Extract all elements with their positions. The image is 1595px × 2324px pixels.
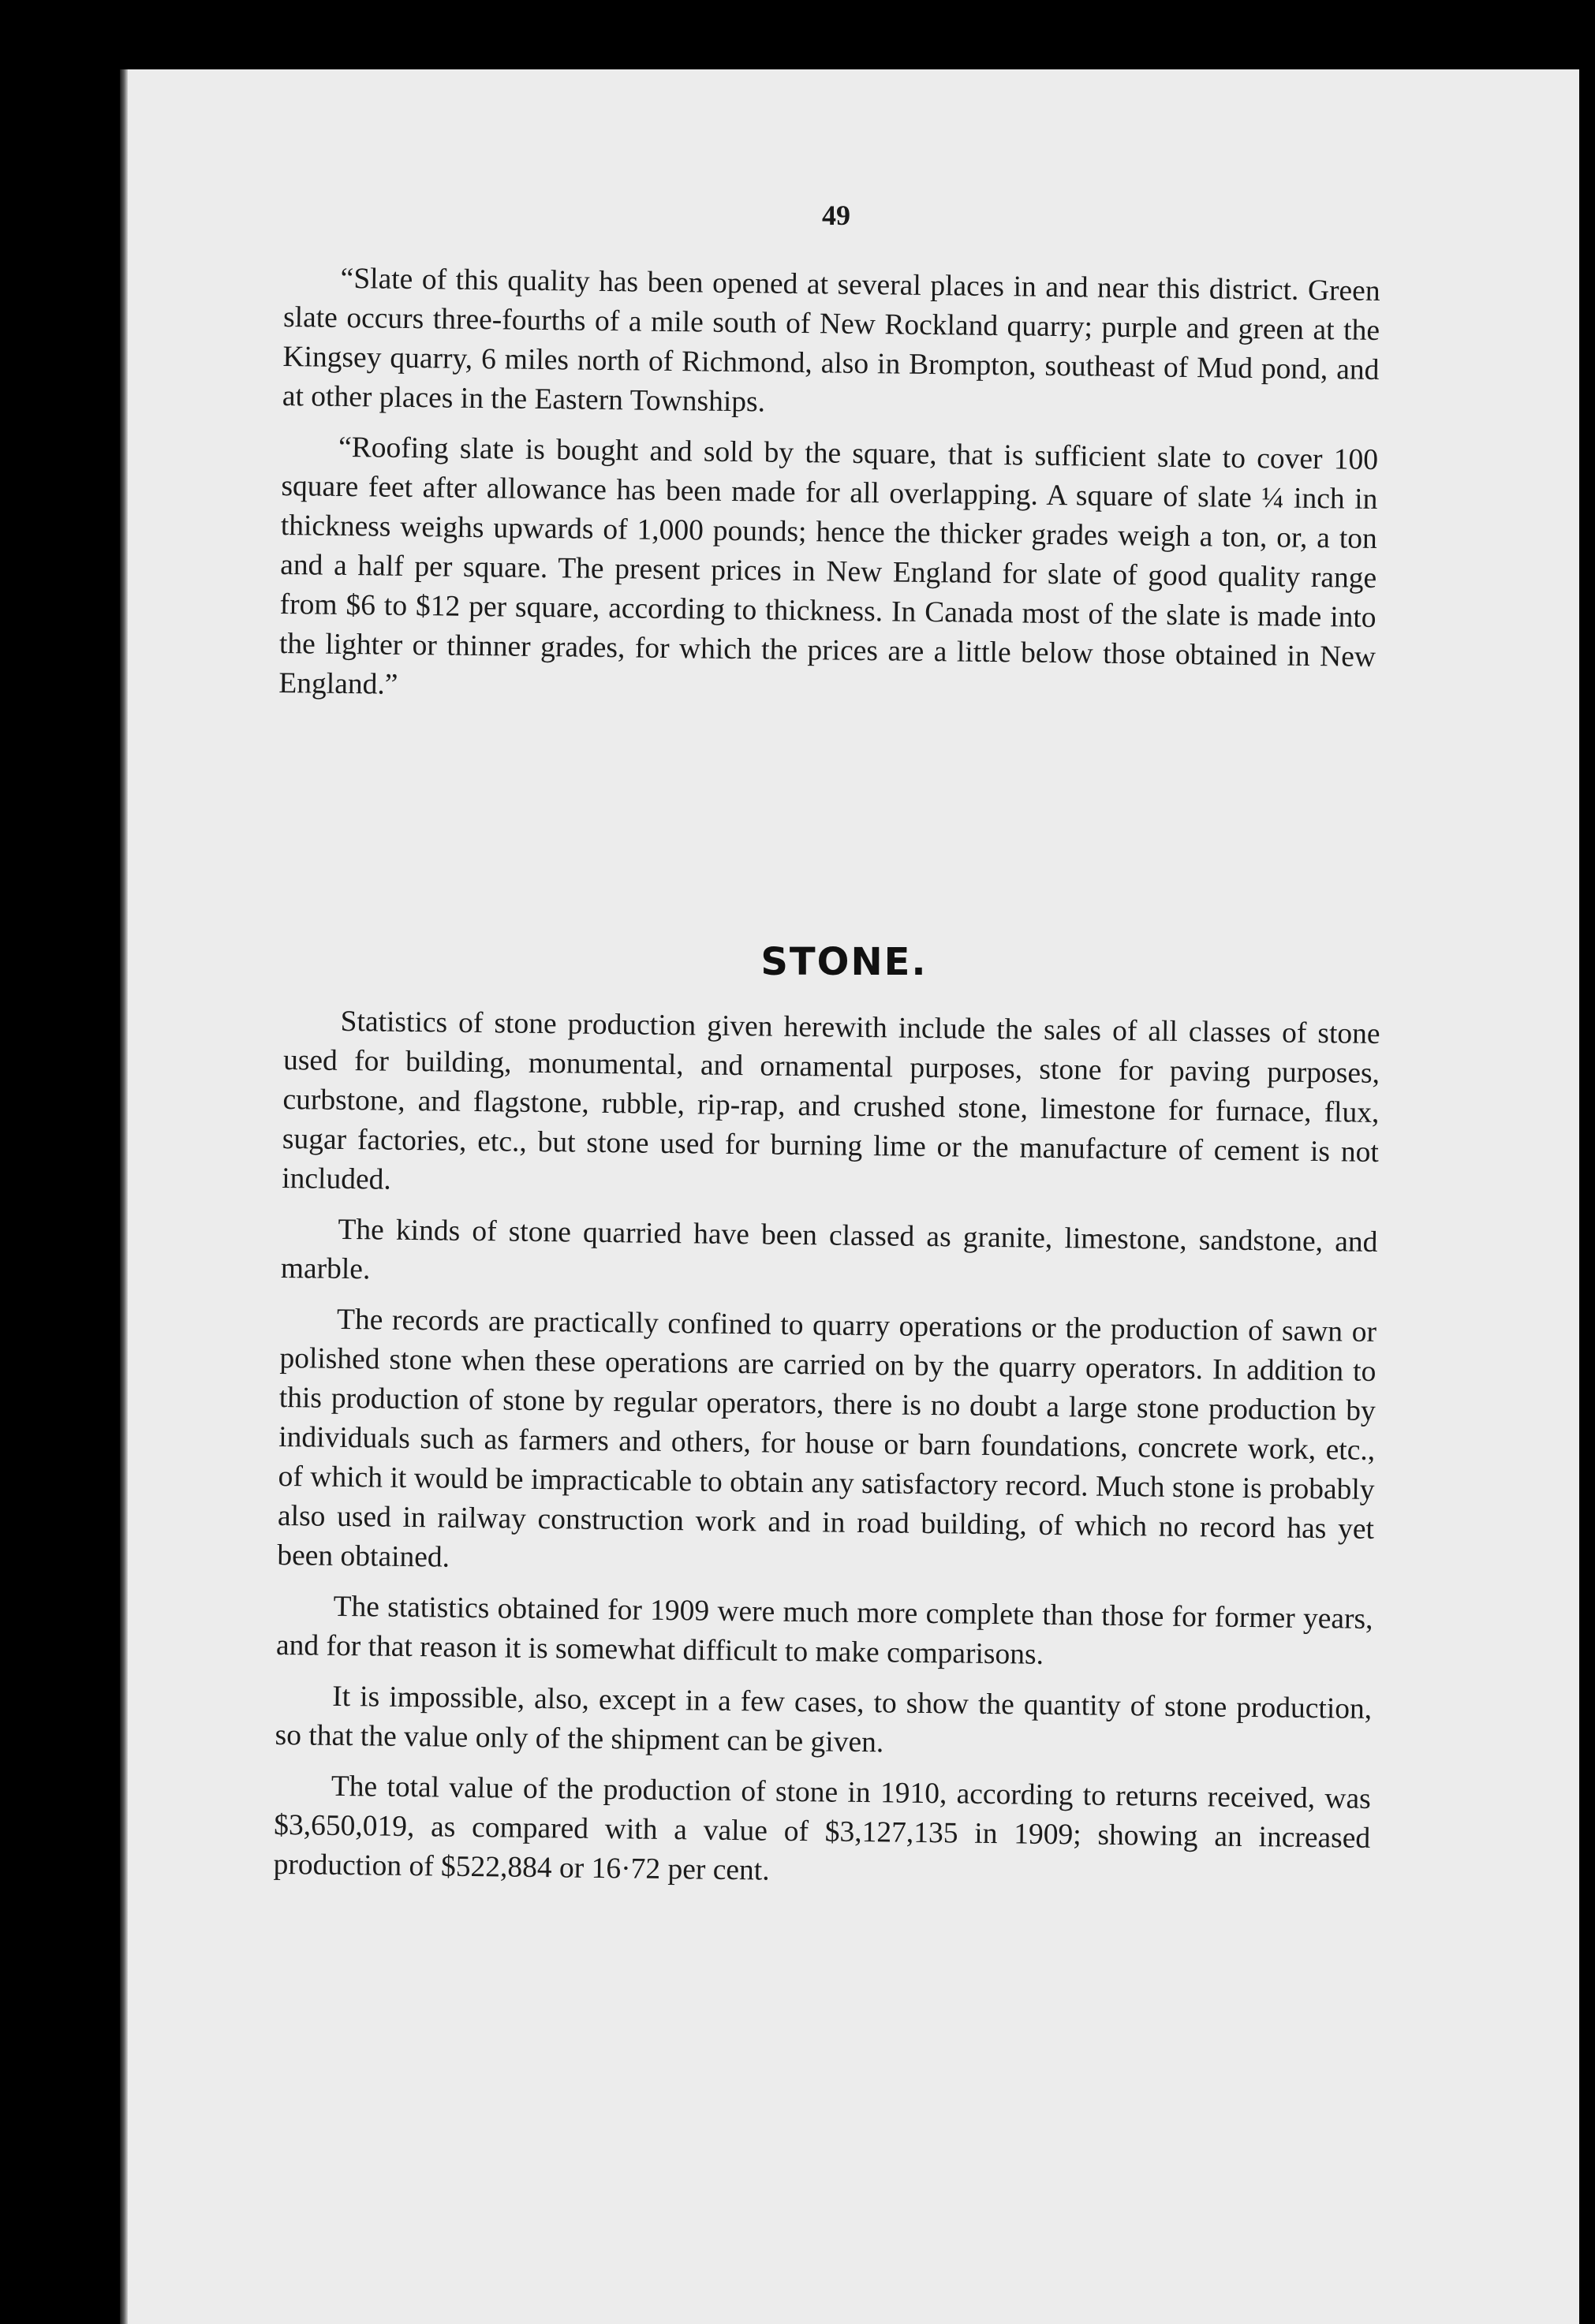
page-number: 49 <box>822 200 850 231</box>
stone-paragraph-4: The statistics obtained for 1909 were much more complete than those for former years, and for that reason it is somewhat difficult to make comparisons. <box>275 1590 1373 1671</box>
stone-paragraph-2: The kinds of stone quarried have been classed as granite, limestone, sandstone, and marble. <box>280 1213 1378 1286</box>
stone-paragraph-1: Statistics of stone production given herewith include the sales of all classes of stone used for building, monumental, and ornamental purposes, stone for paving purposes, curbstone, and flagstone, rubble, rip-rap, and crushed stone, limestone for furnace, flux, sugar factories, etc., but stone used for burning lime or the manufacture of cement is not included. <box>282 1005 1380 1196</box>
stone-paragraph-5: It is impossible, also, except in a few cases, to show the quantity of stone production, so that the value only of the shipment can be given. <box>275 1680 1373 1759</box>
slate-quotation-block <box>278 259 1380 728</box>
page-binding-edge <box>120 69 128 2324</box>
slate-paragraph-2: “Roofing slate is bought and sold by the square, that is sufficient slate to cover 100 square feet after allowance has been made for all overlapping. A square of slate ¼ inch in thickness weighs upwards of 1,000 pounds; hence the thicker grades weigh a ton, or, a ton and a half per square. The present prices in New England for slate of good quality range from $6 to $12 per square, according to thickness. In Canada most of the slate is made into the lighter or thinner grades, for which the prices are a little below those obtained in New England.” <box>278 431 1379 701</box>
section-heading-stone: STONE. <box>760 940 928 984</box>
slate-paragraph-1: “Slate of this quality has been opened at several places in and near this district. Green slate occurs three-fourths of a mile south of New Rockland quarry; purple and green at the Kingsey quarry, 6 miles north of Richmond, also in Brompton, southeast of Mud pond, and at other places in the Eastern Townships. <box>282 262 1380 419</box>
stone-paragraph-3: The records are practically confined to quarry operations or the production of sawn or polished stone when these operations are carried on by the quarry operators. In addition to this production of stone by regular operators, there is no doubt a large stone production by individuals such as farmers and others, for house or barn foundations, concrete work, etc., of which it would be impracticable to obtain any satisfactory record. Much stone is probably also used in railway construction work and in road building, of which no record has yet been obtained. <box>277 1303 1377 1574</box>
stone-section-body <box>273 1002 1380 1909</box>
stone-paragraph-6: The total value of the production of stone in 1910, according to returns received, was $3,650,019, as compared with a value of $3,127,135 in 1909; showing an increased production of $522,884 or 16·72 per cent. <box>273 1770 1371 1887</box>
